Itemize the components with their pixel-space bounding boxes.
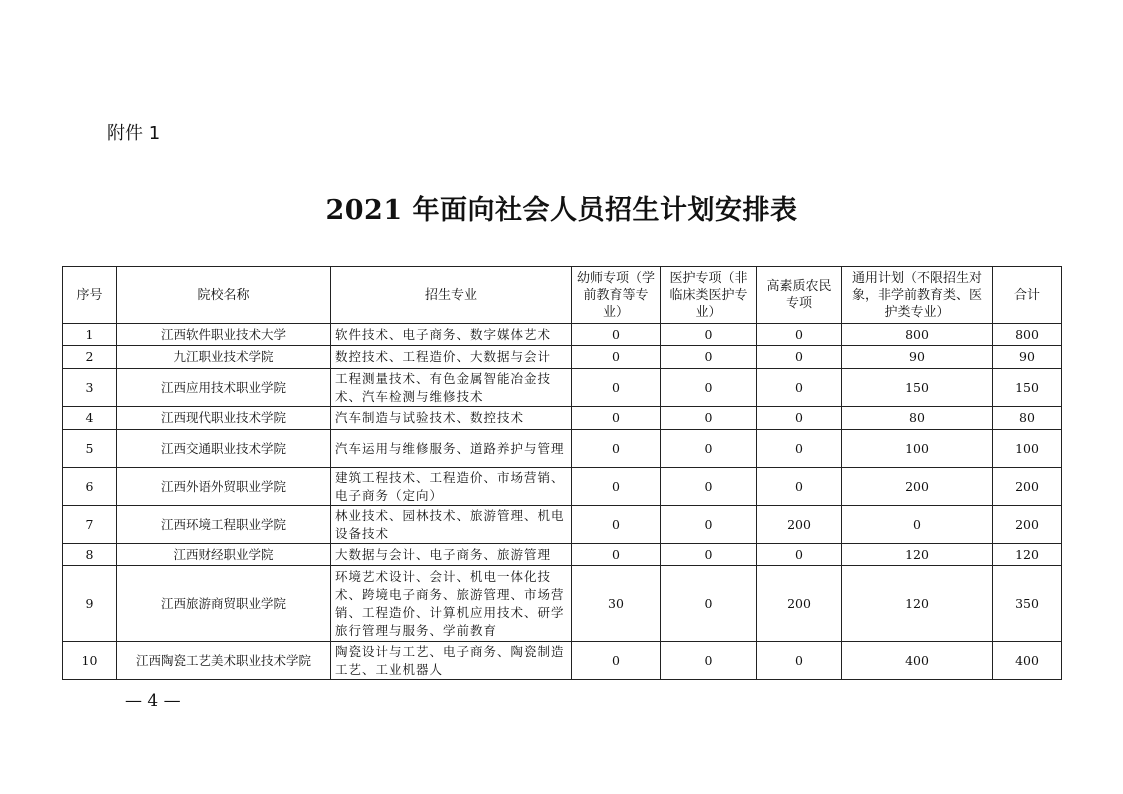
cell-kindergarten: 0 <box>572 506 661 544</box>
header-majors: 招生专业 <box>331 267 572 324</box>
cell-kindergarten: 0 <box>572 346 661 369</box>
cell-total: 800 <box>993 324 1062 346</box>
cell-seq: 1 <box>63 324 117 346</box>
cell-majors: 建筑工程技术、工程造价、市场营销、电子商务（定向） <box>331 468 572 506</box>
cell-medical: 0 <box>661 468 757 506</box>
cell-medical: 0 <box>661 324 757 346</box>
table-row <box>63 468 1062 506</box>
cell-medical: 0 <box>661 369 757 407</box>
cell-majors: 大数据与会计、电子商务、旅游管理 <box>331 544 572 566</box>
cell-majors: 陶瓷设计与工艺、电子商务、陶瓷制造工艺、工业机器人 <box>331 642 572 680</box>
table-row <box>63 430 1062 468</box>
cell-kindergarten: 0 <box>572 642 661 680</box>
cell-school: 江西陶瓷工艺美术职业技术学院 <box>117 642 331 680</box>
cell-total: 200 <box>993 506 1062 544</box>
cell-total: 100 <box>993 430 1062 468</box>
cell-farmers: 0 <box>757 430 842 468</box>
table-row <box>63 506 1062 544</box>
cell-medical: 0 <box>661 430 757 468</box>
cell-kindergarten: 30 <box>572 566 661 642</box>
cell-total: 200 <box>993 468 1062 506</box>
cell-majors: 工程测量技术、有色金属智能冶金技术、汽车检测与维修技术 <box>331 369 572 407</box>
cell-majors: 数控技术、工程造价、大数据与会计 <box>331 346 572 369</box>
cell-medical: 0 <box>661 346 757 369</box>
cell-general: 100 <box>842 430 993 468</box>
attachment-label: 附件 1 <box>107 123 161 144</box>
cell-total: 80 <box>993 407 1062 430</box>
cell-seq: 3 <box>63 369 117 407</box>
cell-general: 90 <box>842 346 993 369</box>
cell-seq: 9 <box>63 566 117 642</box>
cell-majors: 汽车制造与试验技术、数控技术 <box>331 407 572 430</box>
table-row <box>63 346 1062 369</box>
cell-farmers: 0 <box>757 407 842 430</box>
cell-medical: 0 <box>661 407 757 430</box>
cell-school: 江西财经职业学院 <box>117 544 331 566</box>
cell-seq: 4 <box>63 407 117 430</box>
cell-school: 江西现代职业技术学院 <box>117 407 331 430</box>
cell-medical: 0 <box>661 566 757 642</box>
cell-seq: 10 <box>63 642 117 680</box>
cell-seq: 8 <box>63 544 117 566</box>
cell-farmers: 0 <box>757 544 842 566</box>
cell-medical: 0 <box>661 506 757 544</box>
cell-general: 800 <box>842 324 993 346</box>
cell-farmers: 200 <box>757 566 842 642</box>
cell-kindergarten: 0 <box>572 544 661 566</box>
page-number: — 4 — <box>125 691 181 711</box>
cell-seq: 6 <box>63 468 117 506</box>
cell-school: 江西应用技术职业学院 <box>117 369 331 407</box>
cell-school: 江西软件职业技术大学 <box>117 324 331 346</box>
cell-farmers: 0 <box>757 369 842 407</box>
cell-total: 400 <box>993 642 1062 680</box>
cell-medical: 0 <box>661 642 757 680</box>
cell-school: 江西交通职业技术学院 <box>117 430 331 468</box>
cell-total: 150 <box>993 369 1062 407</box>
cell-total: 350 <box>993 566 1062 642</box>
cell-farmers: 0 <box>757 346 842 369</box>
cell-majors: 汽车运用与维修服务、道路养护与管理 <box>331 430 572 468</box>
cell-medical: 0 <box>661 544 757 566</box>
table-row <box>63 566 1062 642</box>
cell-majors: 林业技术、园林技术、旅游管理、机电设备技术 <box>331 506 572 544</box>
cell-kindergarten: 0 <box>572 369 661 407</box>
table-row <box>63 642 1062 680</box>
cell-farmers: 200 <box>757 506 842 544</box>
cell-school: 九江职业技术学院 <box>117 346 331 369</box>
cell-general: 120 <box>842 544 993 566</box>
header-farmers: 高素质农民专项 <box>757 267 842 324</box>
cell-total: 90 <box>993 346 1062 369</box>
table-row <box>63 407 1062 430</box>
header-general: 通用计划（不限招生对象，非学前教育类、医护类专业） <box>842 267 993 324</box>
table-row <box>63 544 1062 566</box>
cell-school: 江西外语外贸职业学院 <box>117 468 331 506</box>
header-total: 合计 <box>993 267 1062 324</box>
cell-general: 120 <box>842 566 993 642</box>
cell-kindergarten: 0 <box>572 468 661 506</box>
cell-farmers: 0 <box>757 468 842 506</box>
cell-farmers: 0 <box>757 324 842 346</box>
table-header-row <box>63 267 1062 324</box>
table-row <box>63 369 1062 407</box>
cell-seq: 7 <box>63 506 117 544</box>
cell-general: 0 <box>842 506 993 544</box>
cell-seq: 5 <box>63 430 117 468</box>
cell-majors: 软件技术、电子商务、数字媒体艺术 <box>331 324 572 346</box>
cell-seq: 2 <box>63 346 117 369</box>
cell-general: 150 <box>842 369 993 407</box>
cell-general: 400 <box>842 642 993 680</box>
cell-school: 江西环境工程职业学院 <box>117 506 331 544</box>
header-medical: 医护专项（非临床类医护专业） <box>661 267 757 324</box>
cell-total: 120 <box>993 544 1062 566</box>
cell-kindergarten: 0 <box>572 324 661 346</box>
page-title: 2021 年面向社会人员招生计划安排表 <box>325 195 798 226</box>
cell-general: 200 <box>842 468 993 506</box>
enrollment-plan-table <box>62 266 1062 680</box>
cell-majors: 环境艺术设计、会计、机电一体化技术、跨境电子商务、旅游管理、市场营销、工程造价、计算机应用技术、研学旅行管理与服务、学前教育 <box>331 566 572 642</box>
cell-farmers: 0 <box>757 642 842 680</box>
header-kindergarten: 幼师专项（学前教育等专业） <box>572 267 661 324</box>
cell-school: 江西旅游商贸职业学院 <box>117 566 331 642</box>
cell-general: 80 <box>842 407 993 430</box>
header-seq: 序号 <box>63 267 117 324</box>
header-school: 院校名称 <box>117 267 331 324</box>
cell-kindergarten: 0 <box>572 407 661 430</box>
cell-kindergarten: 0 <box>572 430 661 468</box>
table-row <box>63 324 1062 346</box>
